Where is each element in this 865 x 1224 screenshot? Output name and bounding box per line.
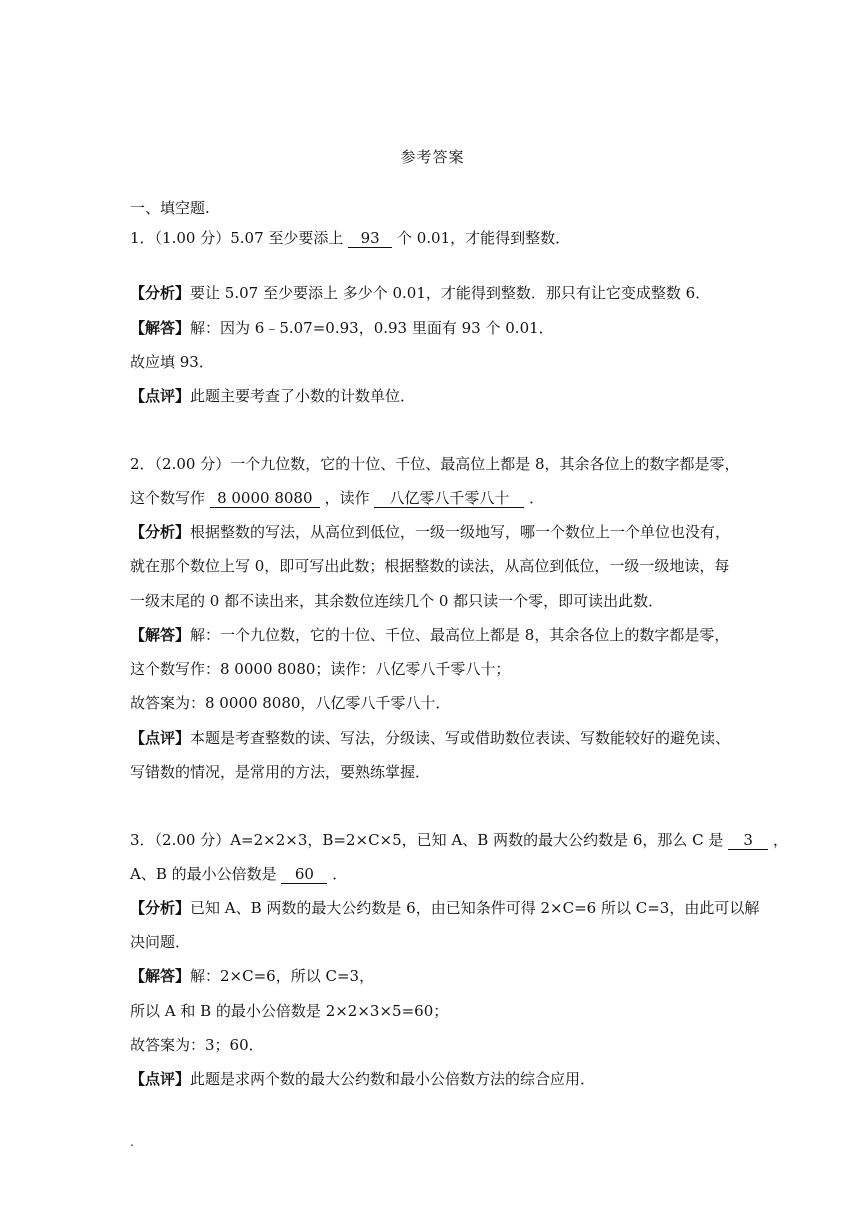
q2-comment-text-1: 本题是考查整数的读、写法，分级读、写或借助数位表读、写数能较好的避免读、 xyxy=(190,729,731,747)
q1-solution xyxy=(130,318,770,338)
q3-question-line2 xyxy=(130,864,770,884)
q1-answer-blank: 93 xyxy=(348,230,392,248)
q3-line1-pre: 3．（2.00 分）A=2×2×3，B=2×C×5，已知 A、B 两数的最大公约数是 6，那么 C 是 xyxy=(130,831,724,849)
q2-question-line2 xyxy=(130,488,770,508)
q1-comment-text: 此题主要考查了小数的计数单位． xyxy=(190,387,416,405)
q1-analysis xyxy=(130,283,770,303)
solution-tag: 【解答】 xyxy=(130,319,191,337)
q1-comment xyxy=(130,386,770,406)
q2-answer-blank-2: 八亿零八千零八十 xyxy=(374,490,524,508)
q2-answer-blank-1: 8 0000 8080 xyxy=(210,490,320,508)
q2-analysis xyxy=(130,522,770,542)
q2-solution-text-1: 解：一个九位数，它的十位、千位、最高位上都是 8，其余各位上的数字都是零， xyxy=(190,626,730,644)
q2-conclusion: 故答案为：8 0000 8080，八亿零八千零八十． xyxy=(130,694,451,712)
q3-answer-blank-2: 60 xyxy=(281,866,327,884)
q2-line2-pre: 这个数写作 xyxy=(130,489,206,507)
q2-question-line1: 2．（2.00 分）一个九位数，它的十位、千位、最高位上都是 8，其余各位上的数字都是零， xyxy=(130,455,740,473)
q2-solution xyxy=(130,625,770,645)
analysis-tag: 【分析】 xyxy=(130,899,191,917)
q1-question xyxy=(130,228,770,248)
q2-comment xyxy=(130,728,770,748)
q3-conclusion: 故答案为：3；60． xyxy=(130,1036,264,1054)
q2-line2-post: ． xyxy=(529,489,545,507)
analysis-tag: 【分析】 xyxy=(130,284,191,302)
q2-analysis-text-2: 就在那个数位上写 0，即可写出此数；根据整数的读法，从高位到低位，一级一级地读，每 xyxy=(130,557,730,575)
solution-tag: 【解答】 xyxy=(130,967,191,985)
comment-tag: 【点评】 xyxy=(130,387,191,405)
q1-question-pre: 1．（1.00 分）5.07 至少要添上 xyxy=(130,229,344,247)
page-title: 参考答案 xyxy=(400,148,465,166)
q2-analysis-text-1: 根据整数的写法，从高位到低位，一级一级地写，哪一个数位上一个单位也没有， xyxy=(190,523,731,541)
q3-analysis-text-1: 已知 A、B 两数的最大公约数是 6，由已知条件可得 2×C=6 所以 C=3，由此可以解 xyxy=(190,899,760,917)
q3-line2-pre: A、B 的最小公倍数是 xyxy=(130,865,277,883)
footer-dot: . xyxy=(130,1135,134,1149)
q3-solution-text-1: 解：2×C=6，所以 C=3， xyxy=(190,967,375,985)
q2-comment-text-2: 写错数的情况，是常用的方法，要熟练掌握． xyxy=(130,763,431,781)
q3-analysis xyxy=(130,898,770,918)
q3-line1-post: ， xyxy=(772,831,788,849)
comment-tag: 【点评】 xyxy=(130,1070,191,1088)
q3-solution-text-2: 所以 A 和 B 的最小公倍数是 2×2×3×5=60； xyxy=(130,1002,449,1020)
q2-line2-mid: ，读作 xyxy=(324,489,370,507)
q1-analysis-text: 要让 5.07 至少要添上 多少个 0.01，才能得到整数．那只有让它变成整数 6． xyxy=(190,284,711,302)
q1-solution-text: 解：因为 6﹣5.07=0.93，0.93 里面有 93 个 0.01． xyxy=(190,319,554,337)
analysis-tag: 【分析】 xyxy=(130,523,191,541)
q2-solution-text-2: 这个数写作：8 0000 8080；读作：八亿零八千零八十； xyxy=(130,660,511,678)
q3-comment xyxy=(130,1069,770,1089)
q1-question-post: 个 0.01，才能得到整数． xyxy=(396,229,571,247)
section-heading: 一、填空题. xyxy=(130,199,210,217)
solution-tag: 【解答】 xyxy=(130,626,191,644)
q3-line2-post: ． xyxy=(332,865,348,883)
comment-tag: 【点评】 xyxy=(130,729,191,747)
q3-answer-blank-1: 3 xyxy=(728,832,768,850)
q1-conclusion: 故应填 93． xyxy=(130,353,214,371)
q3-analysis-text-2: 决问题． xyxy=(130,933,191,951)
q3-comment-text: 此题是求两个数的最大公约数和最小公倍数方法的综合应用． xyxy=(190,1070,596,1088)
q2-analysis-text-3: 一级末尾的 0 都不读出来，其余数位连续几个 0 都只读一个零，即可读出此数． xyxy=(130,592,664,610)
q3-solution xyxy=(130,966,770,986)
q3-question-line1 xyxy=(130,830,788,850)
